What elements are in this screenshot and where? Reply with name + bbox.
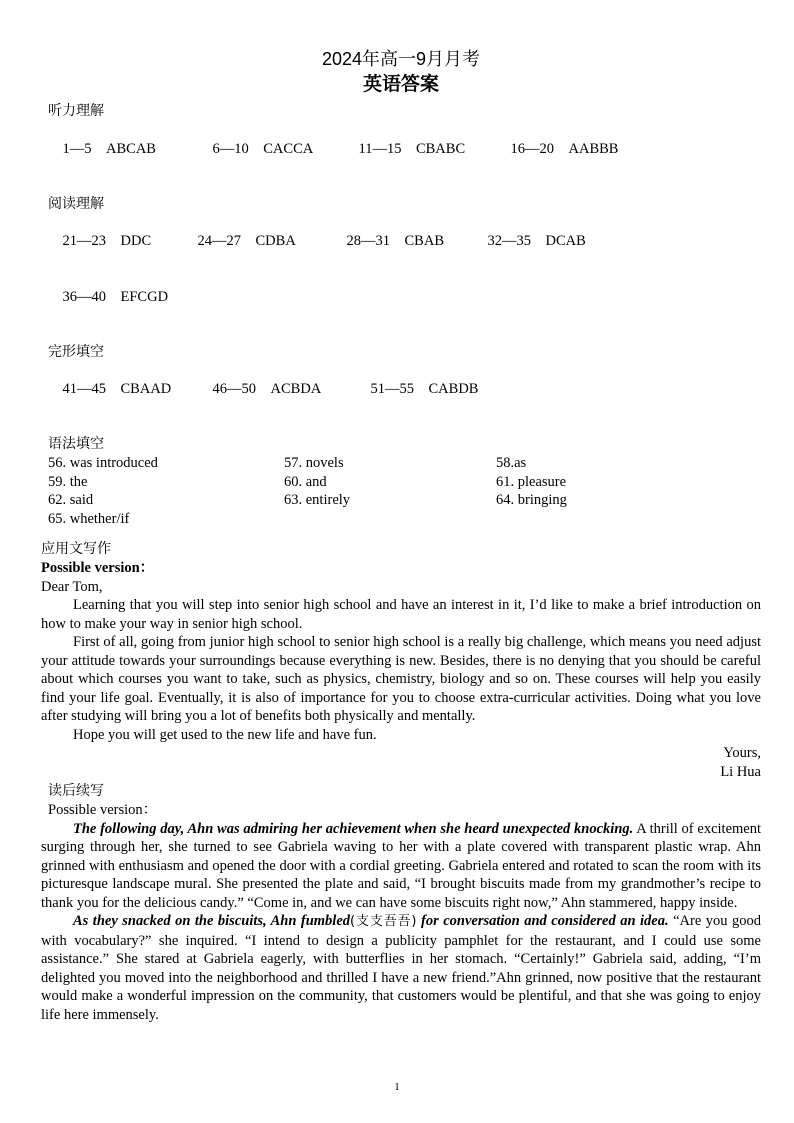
grammar-item: 65. whether/if [48,510,130,527]
paragraph-lead-sentence-end: for conversation and considered an idea. [416,913,669,929]
answer-range: 6—10 [212,140,249,157]
answer-range: 32—35 [487,233,531,249]
paragraph-lead-sentence: The following day, Ahn was admiring her achievement when she heard unexpected knocking. [73,820,634,837]
continuation-heading: 读后续写 [48,783,104,799]
letter-paragraph: Hope you will get used to the new life and have fun. [73,726,377,743]
answer-keys: CBABC [415,140,466,157]
letter-paragraph: First of all, going from junior high school to senior high school is a really big challenge, which means you need adjust your attitude towards your surroundings because everything is new. Besides, there is no denying that you should be careful about which courses you want to take, such as physics, chemistry, biology and so on. These courses will help you easily find your life goal. Eventually, it is also of importance for you to choose extra-curricular activities. Doing what you love after studying will bring you a lot of benefits both physically and mentally. [41,634,761,724]
grammar-answers [48,454,761,528]
answer-keys: CBAB [404,233,444,249]
grammar-item: 56. was introduced [48,455,158,471]
writing-heading: 应用文写作 [41,541,111,557]
letter-salutation: Dear Tom, [41,578,103,595]
paragraph-body: A thrill of excitement surging through her, she turned to see Gabriela waving to her with a plate covered with transparent plastic wrap. Ahn grinned with enthusiasm and opened the door with a cordial greeting. Gabriela entered and rotated to scan the room with its picturesque landscape mural. She presented the plate and said, “I brought biscuits made from my grandmother’s recipe to thank you for the delicious candy.” “Come in, and we can have some biscuits right now,” Ahn stammered, happy inside. [41,820,761,911]
answer-range: 16—20 [510,140,554,157]
answer-range: 46—50 [212,381,256,397]
writing-version-label: Possible version： [41,560,155,576]
grammar-item: 63. entirely [284,492,351,508]
chinese-gloss: (支支吾吾) [350,914,417,929]
answer-range: 21—23 [62,233,106,249]
grammar-item: 61. pleasure [496,473,567,490]
answer-range: 41—45 [62,381,106,397]
grammar-item: 62. said [48,492,94,508]
answer-keys: DDC [120,233,152,249]
exam-title: 2024年高一9月月考 [321,49,481,69]
listening-answers [48,121,761,177]
page-number: 1 [394,1081,400,1093]
answer-range: 51—55 [370,381,414,397]
answer-keys: ABCAB [106,140,156,157]
grammar-item: 59. the [48,473,88,490]
letter-signature: Li Hua [720,763,761,780]
answer-keys: CBAAD [120,381,172,397]
cloze-answers [48,362,761,418]
listening-heading: 听力理解 [48,103,104,119]
grammar-item: 57. novels [284,455,344,471]
grammar-item: 64. bringing [496,492,567,508]
answer-sheet [41,48,761,1024]
continuation-version-label: Possible version： [48,802,158,818]
cloze-heading: 完形填空 [48,343,104,360]
answer-keys: CACCA [263,140,314,157]
letter-paragraph: Learning that you will step into senior high school and have an interest in it, I’d like to make a brief introduction on how to make your way in senior high school. [41,597,761,632]
paragraph-body: “Are you good with vocabulary?” she inquired. “I intend to design a publicity pamphlet for the restaurant, and I could use some assistance.” She stared at Gabriela eagerly, with butterflies in her stomach. “Certainly!” Gabriela said, adding, “I’m delighted you moved into the neighborhood and thrilled I have a new friend.”Ahn grinned, now positive that the restaurant would make a wonderful impression on the community, that customers would be plentiful, and that she was going to enjoy life here immensely. [41,913,762,1023]
answer-keys: CDBA [255,233,296,249]
answer-range: 36—40 [62,288,106,305]
answer-range: 28—31 [346,233,390,249]
answer-keys: ACBDA [270,381,322,397]
answer-keys: EFCGD [120,288,169,305]
answer-range: 1—5 [62,140,92,157]
continuation-paragraph-2 [41,912,761,1024]
answer-range: 11—15 [358,140,402,157]
grammar-item: 58.as [496,455,527,471]
letter-closing: Yours, [723,745,761,761]
continuation-paragraph-1 [41,820,761,913]
answer-keys: AABBB [568,140,619,157]
answer-range: 24—27 [197,233,241,249]
grammar-heading: 语法填空 [48,436,104,452]
answer-keys: DCAB [545,233,586,249]
reading-answers-row-1 [48,214,761,270]
paragraph-lead-sentence: As they snacked on the biscuits, Ahn fumbled [73,913,351,929]
reading-heading: 阅读理解 [48,195,104,212]
grammar-item: 60. and [284,473,327,490]
reading-answers-row-2 [48,269,761,325]
answer-keys: CABDB [428,381,479,397]
answer-key-title: 英语答案 [362,73,439,95]
